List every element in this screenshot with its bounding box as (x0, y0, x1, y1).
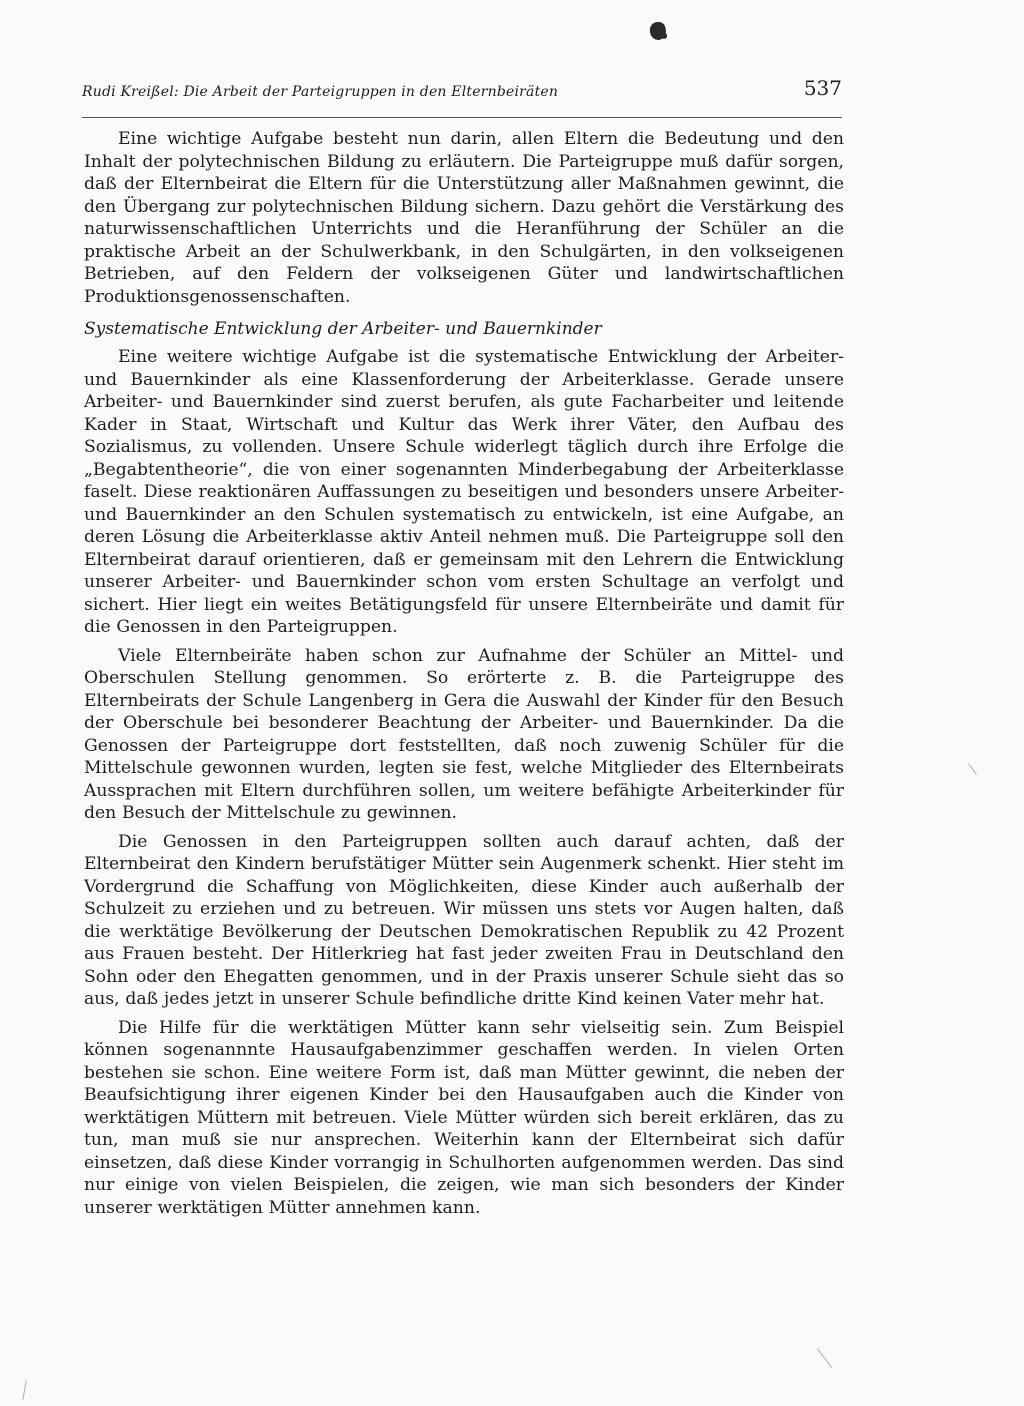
body-paragraph-4: Die Hilfe für die werktätigen Mütter kann sehr vielseitig sein. Zum Beispiel können sogenannnte Hausaufgabenzimmer geschaffen werden. In vielen Orten bestehen sie schon. Eine weitere Form ist, daß man Mütter gewinnt, die neben der Beaufsichtigung ihrer eigenen Kinder bei den Hausaufgaben auch die Kinder von werktätigen Müttern mit betreuen. Viele Mütter würden sich bereit erklären, das zu tun, man muß sie nur ansprechen. Weiterhin kann der Elternbeirat sich dafür einsetzen, daß diese Kinder vorrangig in Schulhorten aufgenommen werden. Das sind nur einige von vielen Beispielen, die zeigen, wie man sich besonders der Kinder unserer werktätigen Mütter annehmen kann. (84, 1017, 844, 1218)
body-paragraph-2: Viele Elternbeiräte haben schon zur Aufnahme der Schüler an Mittel- und Oberschulen Stellung genommen. So erörterte z. B. die Parteigruppe des Elternbeirats der Schule Langenberg in Gera die Auswahl der Kinder für den Besuch der Oberschule bei besonderer Beachtung der Arbeiter- und Bauernkinder. Da die Genossen der Parteigruppe dort feststellten, daß noch zuwenig Schüler für die Mittelschule gewonnen wurden, legten sie fest, welche Mitglieder des Elternbeirats Aussprachen mit Eltern durchführen sollen, um weitere befähigte Arbeiterkinder für den Besuch der Mittelschule zu gewinnen. (84, 645, 844, 823)
body-paragraph-3: Die Genossen in den Parteigruppen sollten auch darauf achten, daß der Elternbeirat den Kindern berufstätiger Mütter sein Augenmerk schenkt. Hier steht im Vordergrund die Schaffung von Möglichkeiten, diese Kinder auch außerhalb der Schulzeit zu erziehen und zu betreuen. Wir müssen uns stets vor Augen halten, daß die werktätige Bevölkerung der Deutschen Demokratischen Republik zu 42 Prozent aus Frauen besteht. Der Hitlerkrieg hat fast jeder zweiten Frau in Deutschland den Sohn oder den Ehegatten genommen, und in der Praxis unserer Schule sieht das so aus, daß jedes jetzt in unserer Schule befindliche dritte Kind keinen Vater mehr hat. (84, 831, 844, 1009)
section-heading: Systematische Entwicklung der Arbeiter- und Bauernkinder (84, 319, 602, 339)
page-header (82, 74, 842, 110)
page-number: 537 (803, 76, 842, 100)
page-body (84, 128, 844, 1225)
scan-scratch-mark (817, 1348, 833, 1368)
running-head: Rudi Kreißel: Die Arbeit der Parteigruppen in den Elternbeiräten (82, 84, 559, 100)
ink-blot-mark (648, 21, 667, 42)
header-rule (82, 117, 842, 118)
body-paragraph-1: Eine weitere wichtige Aufgabe ist die systematische Entwicklung der Arbeiter- und Bauernkinder als eine Klassenforderung der Arbeiterklasse. Gerade unsere Arbeiter- und Bauernkinder sind zuerst berufen, als gute Facharbeiter und leitende Kader in Staat, Wirtschaft und Kultur das Werk ihrer Väter, den Aufbau des Sozialismus, zu vollenden. Unsere Schule widerlegt täglich durch ihre Erfolge die „Begabtentheorie“, die von einer sogenannten Minderbegabung der Arbeiterklasse faselt. Diese reaktionären Auffassungen zu beseitigen und besonders unsere Arbeiter- und Bauernkinder an den Schulen systematisch zu entwickeln, ist eine Aufgabe, an deren Lösung die Arbeiterklasse aktiv Anteil nehmen muß. Die Parteigruppe soll den Elternbeirat darauf orientieren, daß er gemeinsam mit den Lehrern die Entwicklung unserer Arbeiter- und Bauernkinder schon vom ersten Schultage an verfolgt und sichert. Hier liegt ein weites Betätigungsfeld für unsere Elternbeiräte und damit für die Genossen in den Parteigruppen. (84, 347, 844, 637)
intro-paragraph: Eine wichtige Aufgabe besteht nun darin, allen Eltern die Bedeutung und den Inhalt der polytechnischen Bildung zu erläutern. Die Parteigruppe muß dafür sorgen, daß der Elternbeirat die Eltern für die Unterstützung aller Maßnahmen gewinnt, die den Übergang zur polytechnischen Bildung sichern. Dazu gehört die Verstärkung des naturwissenschaftlichen Unterrichts und die Heranführung der Schüler an die praktische Arbeit an der Schulwerkbank, in den Schulgärten, in den volkseigenen Betrieben, auf den Feldern der volkseigenen Güter und landwirtschaftlichen Produktionsgenossenschaften. (84, 129, 844, 307)
scan-scratch-mark (22, 1380, 26, 1400)
scan-scratch-mark (968, 763, 977, 775)
